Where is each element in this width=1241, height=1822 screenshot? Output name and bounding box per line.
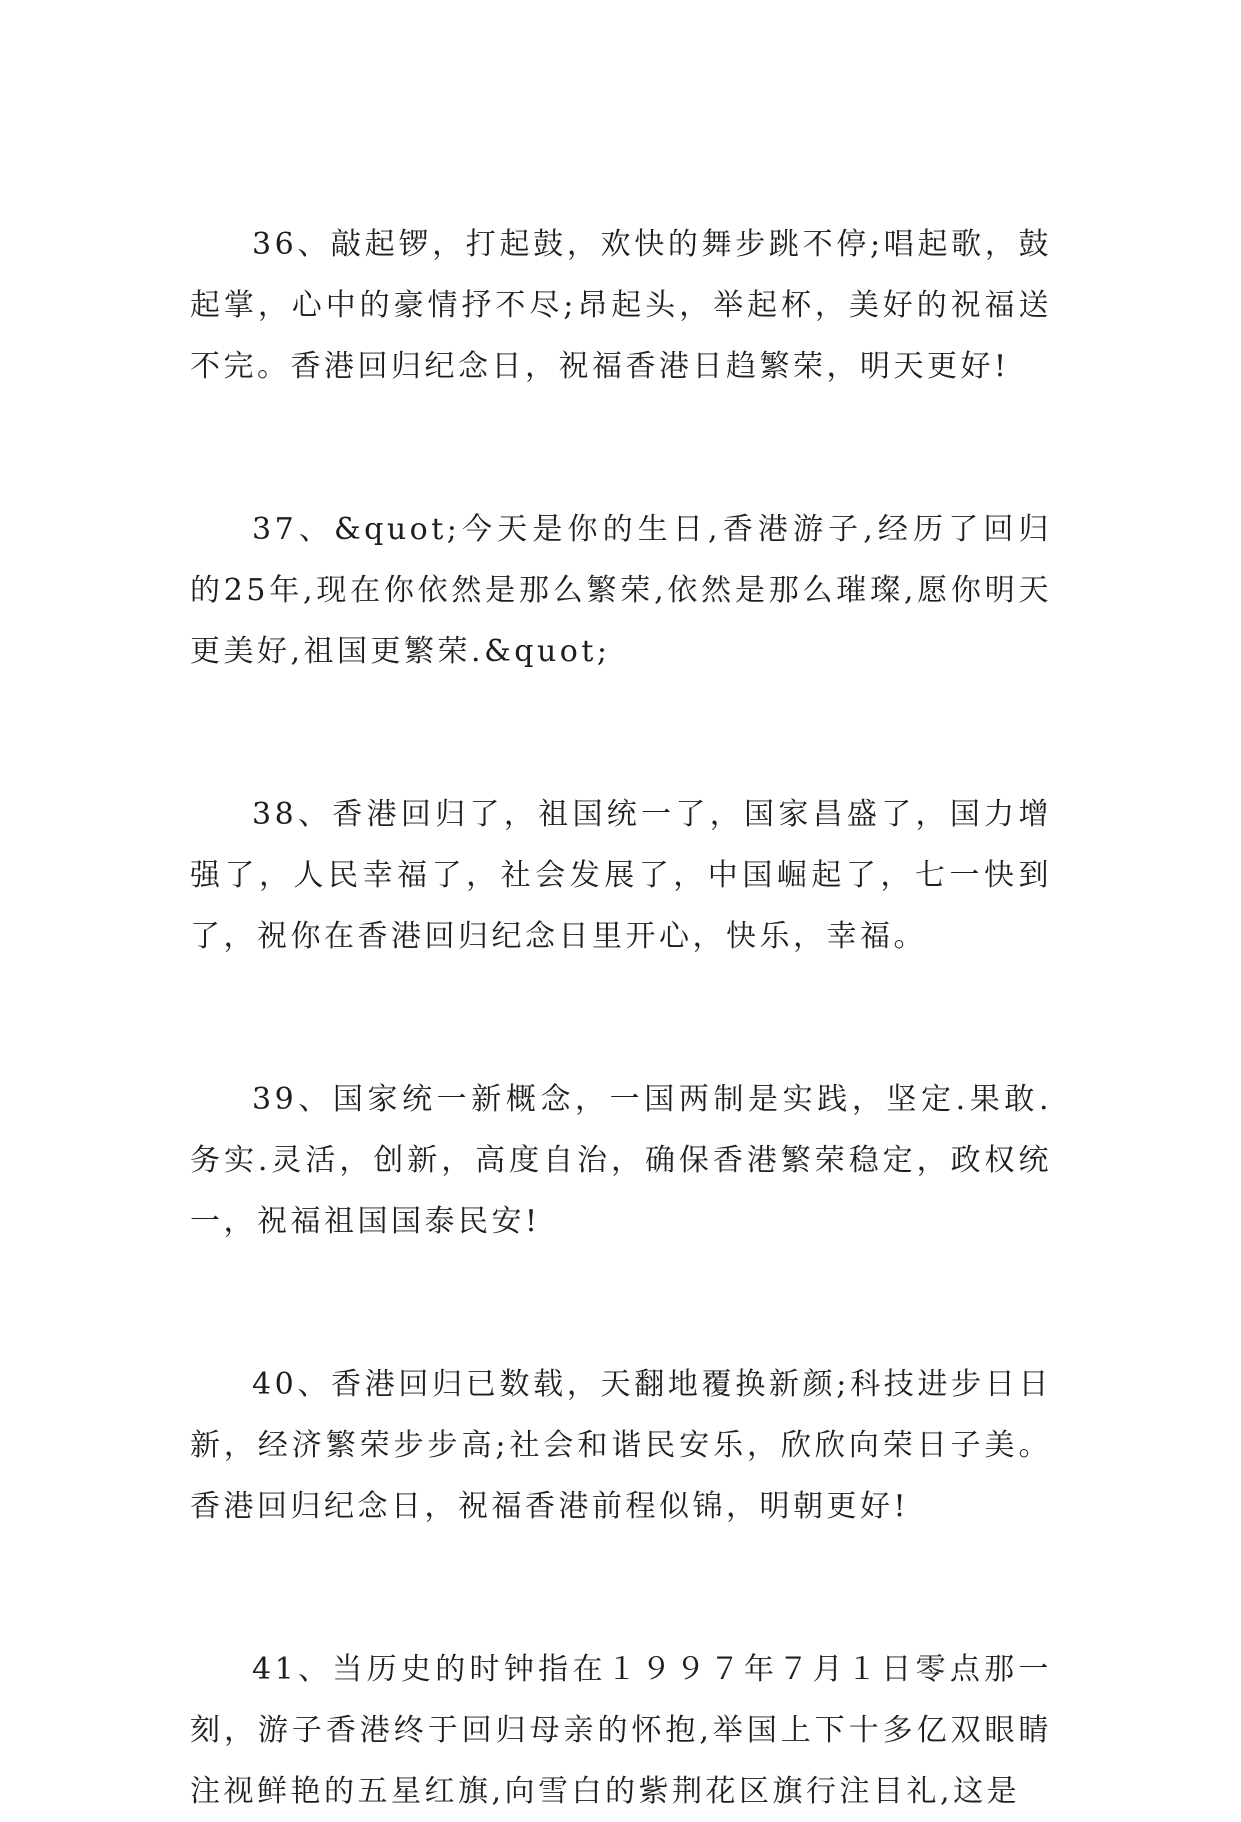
paragraph-38: 38、香港回归了，祖国统一了，国家昌盛了，国力增强了，人民幸福了，社会发展了，中国崛起了，七一快到了，祝你在香港回归纪念日里开心，快乐，幸福。	[190, 797, 1052, 954]
document-body	[190, 214, 1052, 1822]
paragraph-41: 41、当历史的时钟指在１９９７年７月１日零点那一刻，游子香港终于回归母亲的怀抱,举国上下十多亿双眼睛注视鲜艳的五星红旗,向雪白的紫荆花区旗行注目礼,这是	[190, 1652, 1052, 1809]
paragraph-39: 39、国家统一新概念，一国两制是实践，坚定.果敢.务实.灵活，创新，高度自治，确保香港繁荣稳定，政权统一，祝福祖国国泰民安!	[190, 1082, 1052, 1239]
paragraph-40: 40、香港回归已数载，天翻地覆换新颜;科技进步日日新，经济繁荣步步高;社会和谐民安乐，欣欣向荣日子美。香港回归纪念日，祝福香港前程似锦，明朝更好!	[190, 1367, 1052, 1524]
paragraph-36: 36、敲起锣，打起鼓，欢快的舞步跳不停;唱起歌，鼓起掌，心中的豪情抒不尽;昂起头，举起杯，美好的祝福送不完。香港回归纪念日，祝福香港日趋繁荣，明天更好!	[190, 227, 1052, 384]
paragraph-37: 37、&quot;今天是你的生日,香港游子,经历了回归的25年,现在你依然是那么繁荣,依然是那么璀璨,愿你明天更美好,祖国更繁荣.&quot;	[190, 512, 1052, 669]
